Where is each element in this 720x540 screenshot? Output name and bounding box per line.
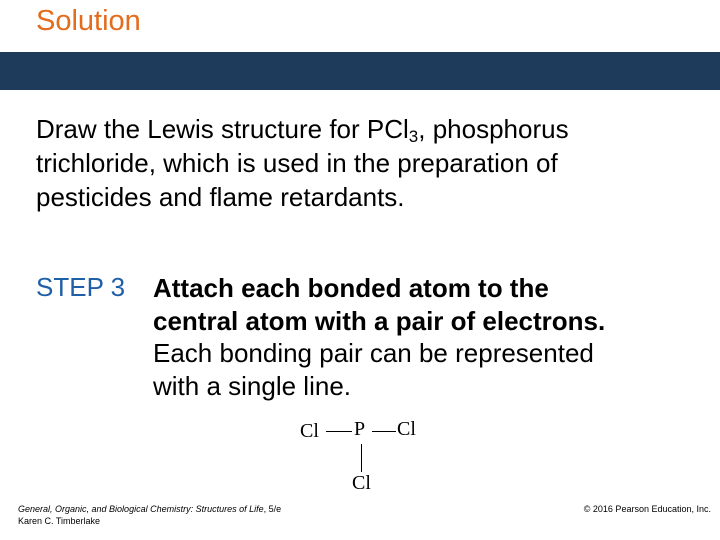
step-text (153, 272, 713, 402)
footer-citation (18, 504, 281, 527)
footer-book-title: General, Organic, and Biological Chemistry: Structures of Life (18, 504, 264, 514)
lewis-structure-diagram (296, 412, 426, 494)
atom-cl-left: Cl (300, 420, 319, 442)
step-bold-text: Attach each bonded atom to the central atom with a pair of electrons. (153, 273, 606, 336)
atom-cl-right: Cl (397, 418, 416, 440)
atom-cl-bottom: Cl (352, 472, 371, 494)
header-band (0, 52, 720, 90)
footer-copyright: © 2016 Pearson Education, Inc. (583, 504, 711, 514)
footer-edition: , 5/e (263, 504, 282, 514)
step-plain-text: Each bonding pair can be represented with a single line. (153, 338, 594, 401)
question-text-start: Draw the Lewis structure for PCl (36, 114, 409, 144)
slide-title: Solution (36, 5, 141, 37)
subscript-3: 3 (408, 127, 419, 146)
bond-bottom (361, 444, 362, 472)
atom-p-center: P (354, 418, 366, 440)
step-label: STEP 3 (36, 272, 126, 302)
question-text (36, 113, 696, 214)
footer-author: Karen C. Timberlake (18, 515, 101, 526)
bond-right (372, 431, 396, 432)
question-text-end: , phosphorus trichloride, which is used in the preparation of pesticides and flame retardants. (36, 114, 569, 212)
bond-left (326, 431, 352, 432)
